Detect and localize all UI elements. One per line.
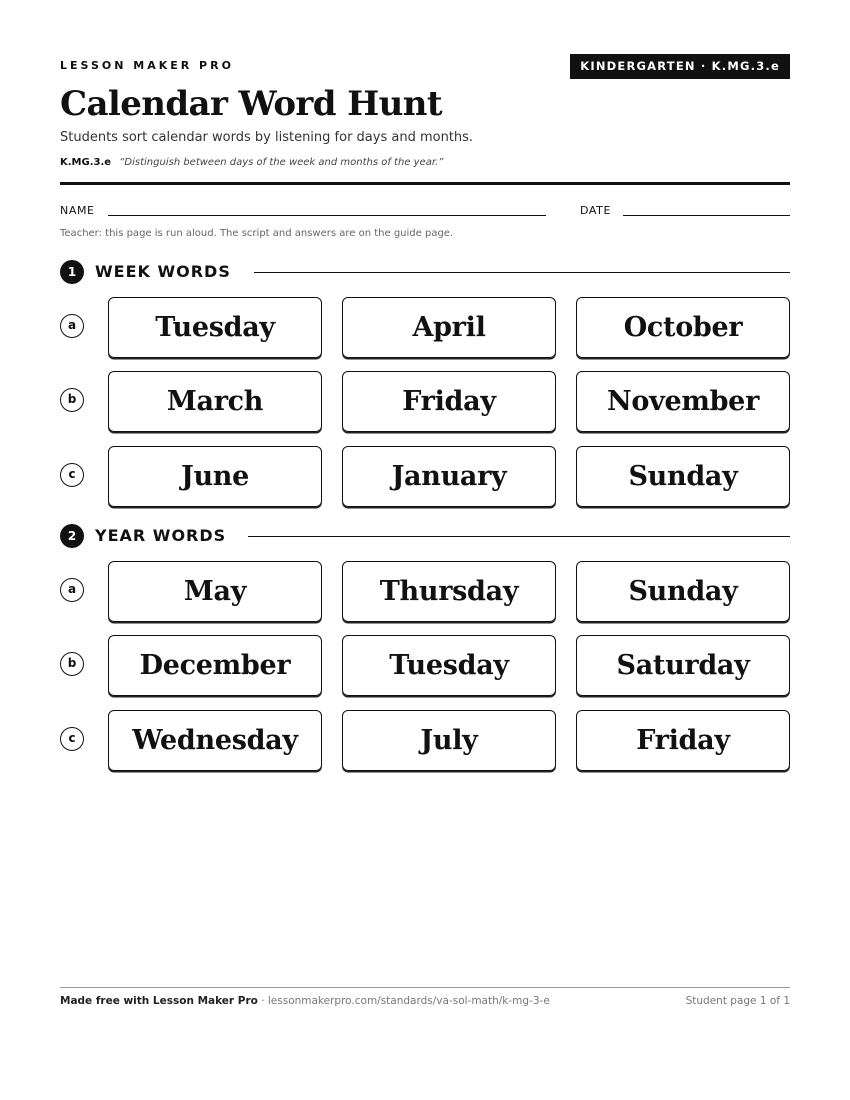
section-number-badge: 1 (60, 260, 84, 284)
word-card[interactable]: Sunday (576, 561, 790, 622)
page-subtitle: Students sort calendar words by listening for days and months. (60, 130, 474, 145)
word-card[interactable]: July (342, 710, 556, 771)
word-card[interactable]: Wednesday (108, 710, 322, 771)
word-card[interactable]: Friday (576, 710, 790, 771)
brand-name: LESSON MAKER PRO (60, 59, 234, 72)
row-letter-badge: b (60, 388, 84, 412)
standard-code: K.MG.3.e (60, 157, 112, 168)
word-row (60, 561, 790, 623)
section-divider (248, 536, 790, 537)
section-title: YEAR WORDS (95, 526, 227, 545)
word-card[interactable]: November (576, 371, 790, 432)
standard-description: “Distinguish between days of the week and months of the year.” (119, 157, 444, 168)
row-letter-badge: a (60, 314, 84, 338)
word-card[interactable]: Friday (342, 371, 556, 432)
header-divider (60, 182, 790, 185)
teacher-note: Teacher: this page is run aloud. The script and answers are on the guide page. (60, 228, 454, 239)
row-letter-badge: c (60, 463, 84, 487)
section-year-words (60, 524, 790, 548)
section-title: WEEK WORDS (95, 262, 231, 281)
date-label: DATE (580, 204, 612, 217)
word-card[interactable]: January (342, 446, 556, 507)
word-row (60, 635, 790, 697)
word-card[interactable]: Saturday (576, 635, 790, 696)
row-letter-badge: a (60, 578, 84, 602)
date-field[interactable] (623, 215, 790, 216)
footer-divider (60, 987, 790, 988)
word-card[interactable]: Tuesday (108, 297, 322, 358)
row-letter-badge: c (60, 727, 84, 751)
word-row (60, 710, 790, 772)
name-field[interactable] (108, 215, 546, 216)
top-bar (60, 54, 790, 80)
name-label: NAME (60, 204, 95, 217)
footer-credit: Made free with Lesson Maker Pro (60, 995, 258, 1007)
page-title: Calendar Word Hunt (60, 84, 442, 124)
page-footer (60, 995, 790, 1007)
row-letter-badge: b (60, 652, 84, 676)
grade-standard-badge: KINDERGARTEN · K.MG.3.e (570, 54, 790, 79)
word-row (60, 297, 790, 359)
word-card[interactable]: October (576, 297, 790, 358)
standard-line (60, 157, 443, 168)
name-date-row (60, 204, 790, 218)
word-card[interactable]: Tuesday (342, 635, 556, 696)
section-number-badge: 2 (60, 524, 84, 548)
word-card[interactable]: Sunday (576, 446, 790, 507)
word-card[interactable]: April (342, 297, 556, 358)
word-card[interactable]: December (108, 635, 322, 696)
word-row (60, 446, 790, 508)
word-card[interactable]: March (108, 371, 322, 432)
section-week-words (60, 260, 790, 284)
worksheet-page (60, 0, 790, 1100)
footer-separator: · (257, 995, 268, 1007)
word-row (60, 371, 790, 433)
word-card[interactable]: June (108, 446, 322, 507)
word-card[interactable]: May (108, 561, 322, 622)
footer-url[interactable]: lessonmakerpro.com/standards/va-sol-math/k-mg-3-e (267, 995, 550, 1007)
word-card[interactable]: Thursday (342, 561, 556, 622)
section-divider (254, 272, 790, 273)
page-number: Student page 1 of 1 (685, 995, 790, 1007)
